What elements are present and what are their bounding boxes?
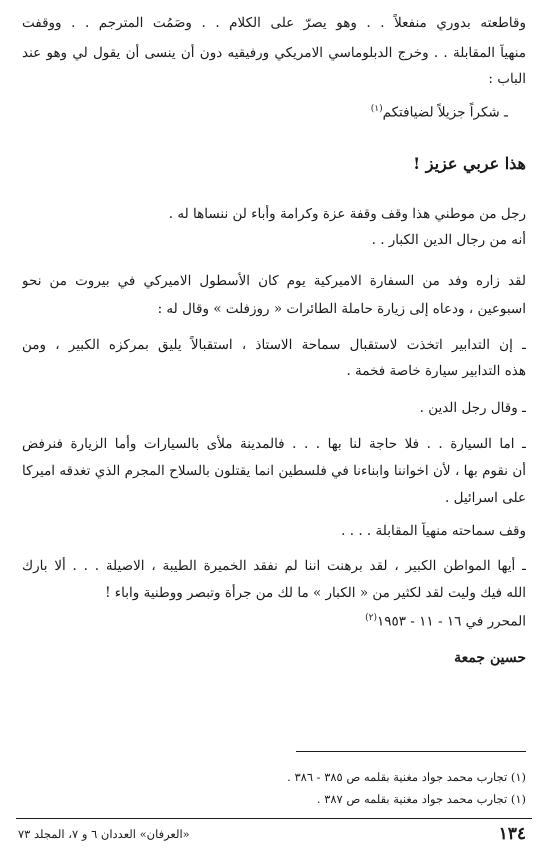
author-signature: حسين جمعة bbox=[454, 650, 526, 666]
paragraph-line: ـ اما السيارة . . فلا حاجة لنا بها . . . فالمدينة ملأى بالسيارات وأما الزيارة فنرفض bbox=[22, 436, 526, 452]
page-number: ١٣٤ bbox=[498, 824, 526, 844]
footnote-marker: (١) bbox=[370, 104, 383, 114]
paragraph-line: وقف سماحته منهياً المقابلة . . . . bbox=[341, 523, 526, 539]
section-heading: هذا عربي عزيز ! bbox=[413, 154, 526, 173]
footer-separator bbox=[16, 818, 532, 819]
quote-line bbox=[22, 100, 508, 122]
paragraph-line: وقاطعته بدوري منفعلاً . . وهو يصرّ على الكلام . . وصَمُت المترجم . . ووقفت bbox=[22, 15, 526, 31]
footnote-marker: (٢) bbox=[365, 613, 377, 623]
paragraph-line: أنه من رجال الدين الكبار . . bbox=[371, 232, 526, 248]
paragraph-line: ـ أيها المواطن الكبير ، لقد برهنت اننا لم نفقد الخميرة الطيبة ، الاصيلة . . . ألا بارك bbox=[22, 558, 526, 574]
quote-text: ـ شكراً جزيلاً لضيافتكم bbox=[382, 104, 508, 121]
paragraph-line: أن نقوم بها ، لأن اخواننا وابناءنا في فلسطين انما يقتلون بالسلاح المجرم الذي تغدقه اميركا bbox=[22, 463, 526, 479]
paragraph-line: ـ إن التدابير اتخذت لاستقبال سماحة الاستاذ ، استقبالاً يليق بمركزه الكبير ، ومن bbox=[22, 337, 526, 353]
running-head: «العرفان» العددان ٦ و ٧، المجلد ٧٣ bbox=[18, 827, 190, 841]
paragraph-line: الله فيك وليت لقد لكثير من « الكبار » ما لك من جرأة وتبصر ووطنية واباء ! bbox=[105, 585, 526, 601]
paragraph-line: رجل من موطني هذا وقف وقفة عزة وكرامة وأباء لن ننساها له . bbox=[168, 206, 526, 222]
paragraph-line: منهياً المقابلة . . وخرج الدبلوماسي الامريكي ورفيقيه دون أن ينسى أن يقول لي وهو عند bbox=[22, 45, 526, 61]
paragraph-line: لقد زاره وفد من السفارة الاميركية يوم كان الأسطول الاميركي في بيروت من نحو bbox=[22, 273, 526, 289]
dateline-text: المحرر في ١٦ - ١١ - ١٩٥٣ bbox=[377, 613, 526, 630]
paragraph-line: اسبوعين ، ودعاه إلى زيارة حاملة الطائرات « روزفلت » وقال له : bbox=[157, 301, 526, 317]
paragraph-line: على اسرائيل . bbox=[445, 490, 526, 506]
dateline bbox=[22, 609, 526, 631]
footnote: (١) تجارب محمد جواد مغنية بقلمه ص ٣٨٧ . bbox=[316, 792, 526, 806]
footnote: (١) تجارب محمد جواد مغنية بقلمه ص ٣٨٥ - ٣٨٦ . bbox=[287, 770, 526, 784]
paragraph-line: الباب : bbox=[488, 71, 526, 87]
paragraph-line: ـ وقال رجل الدين . bbox=[419, 400, 526, 416]
paragraph-line: هذه التدابير سيارة خاصة فخمة . bbox=[346, 363, 526, 379]
footnote-separator bbox=[296, 751, 526, 752]
